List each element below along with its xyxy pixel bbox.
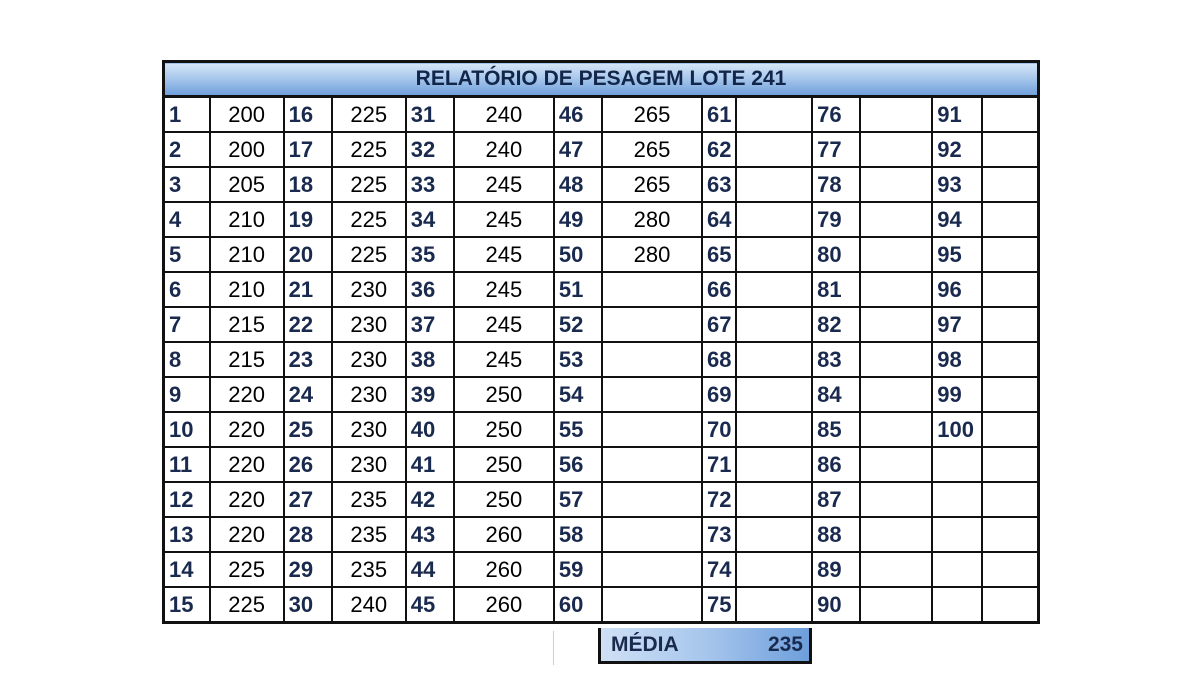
animal-number-cell: 22: [284, 307, 332, 342]
animal-number-cell: 58: [554, 517, 602, 552]
weight-value-cell: 215: [210, 307, 284, 342]
animal-number-cell: 55: [554, 412, 602, 447]
weight-value-cell: 245: [454, 202, 554, 237]
weight-value-cell: 220: [210, 482, 284, 517]
animal-number-cell: 64: [702, 202, 736, 237]
average-label: MÉDIA: [611, 632, 679, 656]
weight-value-cell: 265: [602, 97, 702, 133]
animal-number-cell: 10: [164, 412, 210, 447]
animal-number-cell: [932, 552, 982, 587]
weight-value-cell: 230: [332, 272, 406, 307]
weight-value-cell: 230: [332, 307, 406, 342]
animal-number-cell: 41: [406, 447, 454, 482]
weight-value-cell: 245: [454, 342, 554, 377]
animal-number-cell: 62: [702, 132, 736, 167]
animal-number-cell: 18: [284, 167, 332, 202]
animal-number-cell: 47: [554, 132, 602, 167]
animal-number-cell: 46: [554, 97, 602, 133]
weight-value-cell: 200: [210, 97, 284, 133]
animal-number-cell: 6: [164, 272, 210, 307]
weight-value-cell: [736, 342, 812, 377]
animal-number-cell: 73: [702, 517, 736, 552]
animal-number-cell: 30: [284, 587, 332, 623]
animal-number-cell: 16: [284, 97, 332, 133]
animal-number-cell: [932, 482, 982, 517]
weight-value-cell: [602, 447, 702, 482]
weight-value-cell: 280: [602, 237, 702, 272]
weight-value-cell: [860, 132, 932, 167]
animal-number-cell: 9: [164, 377, 210, 412]
animal-number-cell: 68: [702, 342, 736, 377]
animal-number-cell: 96: [932, 272, 982, 307]
weight-value-cell: 220: [210, 412, 284, 447]
animal-number-cell: 85: [812, 412, 860, 447]
report-title: RELATÓRIO DE PESAGEM LOTE 241: [164, 62, 1039, 97]
table-row: [164, 517, 1039, 552]
animal-number-cell: 8: [164, 342, 210, 377]
weight-value-cell: [982, 97, 1038, 133]
weight-value-cell: [736, 517, 812, 552]
animal-number-cell: 60: [554, 587, 602, 623]
weight-value-cell: [602, 517, 702, 552]
animal-number-cell: 53: [554, 342, 602, 377]
animal-number-cell: 32: [406, 132, 454, 167]
weight-value-cell: 220: [210, 517, 284, 552]
weight-value-cell: 260: [454, 517, 554, 552]
animal-number-cell: 12: [164, 482, 210, 517]
weight-value-cell: [860, 552, 932, 587]
table-row: [164, 167, 1039, 202]
weight-value-cell: 225: [210, 587, 284, 623]
animal-number-cell: 79: [812, 202, 860, 237]
animal-number-cell: 57: [554, 482, 602, 517]
weight-value-cell: 250: [454, 377, 554, 412]
animal-number-cell: 13: [164, 517, 210, 552]
animal-number-cell: 89: [812, 552, 860, 587]
weight-value-cell: [982, 412, 1038, 447]
weight-value-cell: [860, 447, 932, 482]
weight-value-cell: 205: [210, 167, 284, 202]
weight-value-cell: 245: [454, 272, 554, 307]
animal-number-cell: 36: [406, 272, 454, 307]
weight-value-cell: [602, 412, 702, 447]
animal-number-cell: 28: [284, 517, 332, 552]
animal-number-cell: 67: [702, 307, 736, 342]
animal-number-cell: 84: [812, 377, 860, 412]
table-row: [164, 132, 1039, 167]
weight-value-cell: 225: [332, 202, 406, 237]
animal-number-cell: 72: [702, 482, 736, 517]
animal-number-cell: 45: [406, 587, 454, 623]
animal-number-cell: 51: [554, 272, 602, 307]
animal-number-cell: 99: [932, 377, 982, 412]
weight-value-cell: [982, 132, 1038, 167]
animal-number-cell: 75: [702, 587, 736, 623]
weight-value-cell: [736, 202, 812, 237]
weight-value-cell: 220: [210, 377, 284, 412]
animal-number-cell: 20: [284, 237, 332, 272]
animal-number-cell: 15: [164, 587, 210, 623]
weight-value-cell: 250: [454, 412, 554, 447]
animal-number-cell: 39: [406, 377, 454, 412]
weight-value-cell: 245: [454, 167, 554, 202]
weight-value-cell: 225: [210, 552, 284, 587]
weight-value-cell: 240: [454, 97, 554, 133]
animal-number-cell: 29: [284, 552, 332, 587]
weight-value-cell: [736, 482, 812, 517]
weight-value-cell: 240: [454, 132, 554, 167]
table-row: [164, 307, 1039, 342]
animal-number-cell: 21: [284, 272, 332, 307]
weight-value-cell: 260: [454, 552, 554, 587]
table-row: [164, 447, 1039, 482]
weight-value-cell: 210: [210, 272, 284, 307]
table-row: [164, 342, 1039, 377]
weight-value-cell: [982, 202, 1038, 237]
weight-value-cell: 235: [332, 482, 406, 517]
animal-number-cell: 34: [406, 202, 454, 237]
animal-number-cell: 56: [554, 447, 602, 482]
animal-number-cell: 70: [702, 412, 736, 447]
weight-value-cell: 250: [454, 447, 554, 482]
weight-value-cell: [736, 307, 812, 342]
animal-number-cell: [932, 587, 982, 623]
weight-value-cell: 225: [332, 97, 406, 133]
weight-value-cell: [736, 97, 812, 133]
animal-number-cell: 43: [406, 517, 454, 552]
animal-number-cell: 93: [932, 167, 982, 202]
animal-number-cell: 80: [812, 237, 860, 272]
weight-value-cell: [860, 307, 932, 342]
weight-value-cell: 230: [332, 342, 406, 377]
weight-value-cell: 215: [210, 342, 284, 377]
weight-value-cell: [982, 342, 1038, 377]
weight-value-cell: 200: [210, 132, 284, 167]
weight-value-cell: 240: [332, 587, 406, 623]
animal-number-cell: 23: [284, 342, 332, 377]
weight-value-cell: [602, 482, 702, 517]
table-row: [164, 97, 1039, 133]
animal-number-cell: 26: [284, 447, 332, 482]
weight-value-cell: [602, 587, 702, 623]
average-value: 235: [767, 632, 803, 656]
animal-number-cell: 69: [702, 377, 736, 412]
animal-number-cell: 98: [932, 342, 982, 377]
animal-number-cell: 40: [406, 412, 454, 447]
animal-number-cell: 4: [164, 202, 210, 237]
weight-value-cell: [736, 167, 812, 202]
weight-value-cell: [602, 342, 702, 377]
weight-value-cell: [982, 517, 1038, 552]
animal-number-cell: 88: [812, 517, 860, 552]
average-box: [598, 628, 812, 664]
weight-value-cell: 265: [602, 167, 702, 202]
table-row: [164, 272, 1039, 307]
weight-value-cell: [736, 377, 812, 412]
animal-number-cell: 61: [702, 97, 736, 133]
animal-number-cell: 54: [554, 377, 602, 412]
animal-number-cell: 25: [284, 412, 332, 447]
weight-value-cell: [736, 272, 812, 307]
table-row: [164, 377, 1039, 412]
animal-number-cell: 76: [812, 97, 860, 133]
animal-number-cell: 44: [406, 552, 454, 587]
animal-number-cell: 17: [284, 132, 332, 167]
weight-value-cell: [860, 587, 932, 623]
weight-value-cell: [860, 167, 932, 202]
animal-number-cell: 11: [164, 447, 210, 482]
animal-number-cell: 37: [406, 307, 454, 342]
animal-number-cell: 83: [812, 342, 860, 377]
weight-value-cell: [736, 447, 812, 482]
animal-number-cell: 78: [812, 167, 860, 202]
weight-value-cell: [602, 377, 702, 412]
animal-number-cell: 7: [164, 307, 210, 342]
weight-value-cell: [602, 272, 702, 307]
animal-number-cell: 86: [812, 447, 860, 482]
table-row: [164, 202, 1039, 237]
weight-value-cell: [602, 552, 702, 587]
animal-number-cell: 94: [932, 202, 982, 237]
weight-value-cell: 260: [454, 587, 554, 623]
weight-value-cell: 235: [332, 552, 406, 587]
weight-value-cell: 265: [602, 132, 702, 167]
weight-value-cell: [860, 377, 932, 412]
animal-number-cell: 5: [164, 237, 210, 272]
weight-value-cell: [736, 132, 812, 167]
animal-number-cell: 65: [702, 237, 736, 272]
animal-number-cell: 33: [406, 167, 454, 202]
table-row: [164, 552, 1039, 587]
weight-value-cell: 230: [332, 412, 406, 447]
weight-value-cell: 210: [210, 202, 284, 237]
animal-number-cell: 31: [406, 97, 454, 133]
weight-value-cell: 220: [210, 447, 284, 482]
animal-number-cell: [932, 447, 982, 482]
animal-number-cell: 1: [164, 97, 210, 133]
table-row: [164, 237, 1039, 272]
animal-number-cell: 59: [554, 552, 602, 587]
weight-value-cell: [982, 482, 1038, 517]
animal-number-cell: 97: [932, 307, 982, 342]
weight-value-cell: 245: [454, 237, 554, 272]
animal-number-cell: 50: [554, 237, 602, 272]
weight-value-cell: [982, 307, 1038, 342]
weight-value-cell: [860, 342, 932, 377]
weight-value-cell: [982, 587, 1038, 623]
weight-value-cell: [860, 97, 932, 133]
weight-value-cell: 235: [332, 517, 406, 552]
weight-value-cell: [982, 447, 1038, 482]
table-row: [164, 587, 1039, 623]
animal-number-cell: 35: [406, 237, 454, 272]
weight-value-cell: 210: [210, 237, 284, 272]
weight-value-cell: [860, 517, 932, 552]
weight-value-cell: [982, 167, 1038, 202]
animal-number-cell: 100: [932, 412, 982, 447]
animal-number-cell: 91: [932, 97, 982, 133]
animal-number-cell: 19: [284, 202, 332, 237]
weighing-report-table: [162, 60, 1040, 624]
weight-value-cell: 230: [332, 447, 406, 482]
weight-value-cell: 225: [332, 167, 406, 202]
animal-number-cell: 52: [554, 307, 602, 342]
animal-number-cell: 95: [932, 237, 982, 272]
animal-number-cell: 49: [554, 202, 602, 237]
weight-value-cell: 245: [454, 307, 554, 342]
weight-value-cell: [860, 412, 932, 447]
weight-value-cell: 225: [332, 132, 406, 167]
weight-value-cell: [860, 202, 932, 237]
weight-value-cell: [736, 237, 812, 272]
animal-number-cell: 66: [702, 272, 736, 307]
weight-value-cell: [860, 272, 932, 307]
weight-value-cell: [602, 307, 702, 342]
animal-number-cell: 24: [284, 377, 332, 412]
animal-number-cell: 42: [406, 482, 454, 517]
weight-value-cell: [860, 482, 932, 517]
animal-number-cell: 90: [812, 587, 860, 623]
animal-number-cell: 92: [932, 132, 982, 167]
animal-number-cell: 77: [812, 132, 860, 167]
weight-value-cell: 230: [332, 377, 406, 412]
weight-value-cell: [736, 552, 812, 587]
table-row: [164, 482, 1039, 517]
animal-number-cell: 27: [284, 482, 332, 517]
animal-number-cell: 74: [702, 552, 736, 587]
animal-number-cell: 82: [812, 307, 860, 342]
table-row: [164, 412, 1039, 447]
weight-value-cell: [982, 272, 1038, 307]
weight-value-cell: [736, 412, 812, 447]
weight-value-cell: 280: [602, 202, 702, 237]
animal-number-cell: 81: [812, 272, 860, 307]
cell-gridline: [553, 631, 554, 665]
weight-value-cell: [982, 237, 1038, 272]
animal-number-cell: [932, 517, 982, 552]
weight-value-cell: [860, 237, 932, 272]
animal-number-cell: 87: [812, 482, 860, 517]
animal-number-cell: 14: [164, 552, 210, 587]
weight-value-cell: 250: [454, 482, 554, 517]
animal-number-cell: 38: [406, 342, 454, 377]
animal-number-cell: 2: [164, 132, 210, 167]
weight-value-cell: [736, 587, 812, 623]
animal-number-cell: 48: [554, 167, 602, 202]
weight-value-cell: [982, 552, 1038, 587]
weight-value-cell: 225: [332, 237, 406, 272]
animal-number-cell: 71: [702, 447, 736, 482]
weight-value-cell: [982, 377, 1038, 412]
animal-number-cell: 3: [164, 167, 210, 202]
animal-number-cell: 63: [702, 167, 736, 202]
